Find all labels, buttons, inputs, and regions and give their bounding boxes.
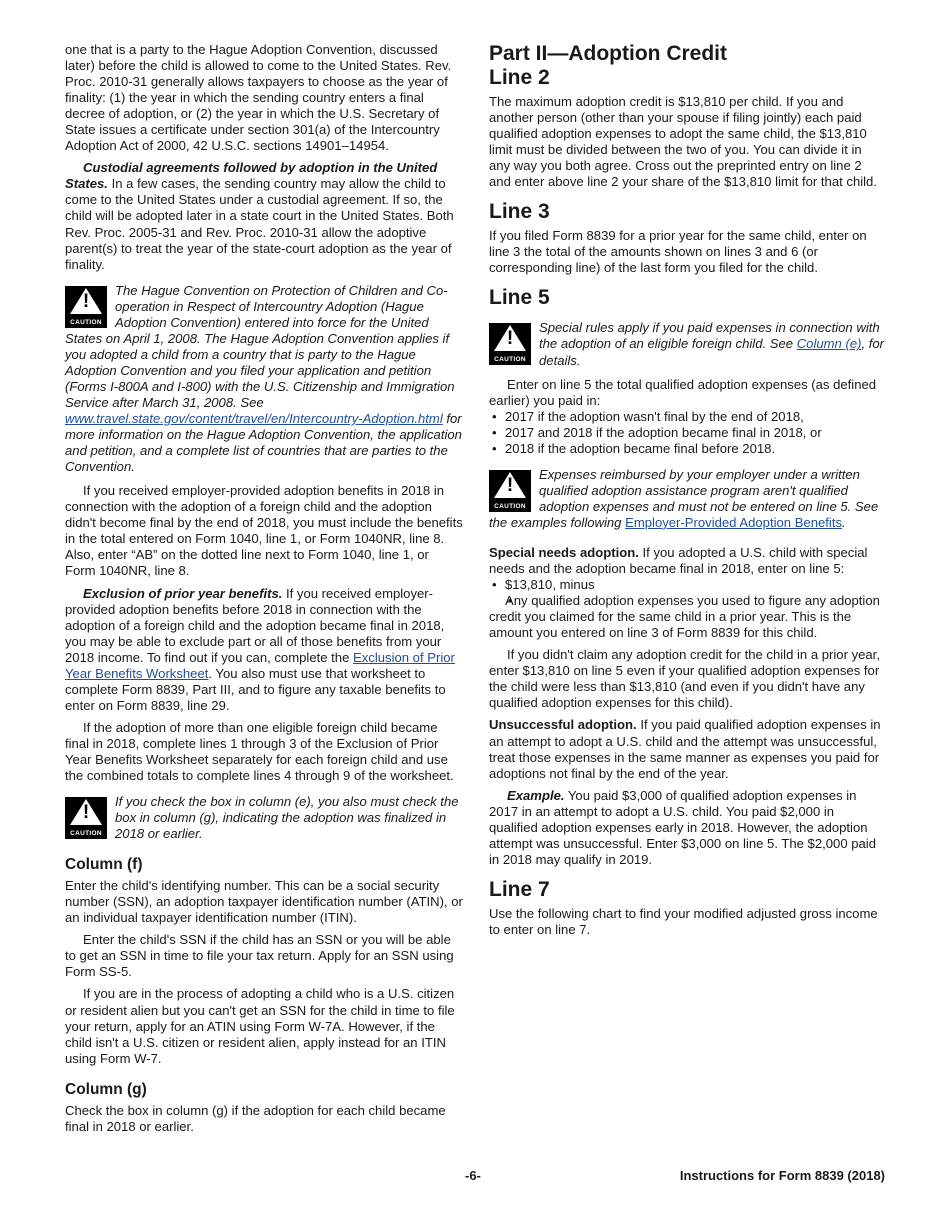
travel-state-link[interactable]: www.travel.state.gov/content/travel/en/Intercountry-Adoption.html (65, 411, 443, 427)
line-5-bullet-list (489, 409, 886, 457)
caution-foreign-child (489, 320, 886, 368)
unsuccessful-text: If you paid qualified adoption expenses in an attempt to adopt a U.S. child and the attempt was unsuccessful, treat those expenses in the same manner as expenses you paid for adoptions not final by the end of the year. (489, 717, 881, 781)
special-needs-heading: Special needs adoption. (489, 544, 639, 560)
list-item: • 2017 and 2018 if the adoption became final in 2018, or (489, 425, 886, 441)
column-f-paragraph-3: If you are in the process of adopting a child who is a U.S. citizen or resident alien but you can't get an SSN for the child in time to file your return, apply for an ATIN using Form W-7A. However, if the child isn't a U.S. citizen or resident alien, apply instead for an ITIN using Form W-7. (65, 986, 455, 1066)
caution-label: CAUTION (494, 502, 526, 510)
caution-mark: ! (506, 328, 514, 350)
caution-icon (65, 286, 107, 328)
special-needs-bullet-list (489, 577, 886, 641)
line-2-heading: Line 2 (489, 66, 550, 89)
special-needs-text: If you adopted a U.S. child with special needs and the adoption became final in 2018, enter on line 5: (489, 544, 868, 577)
caution-column-e-text: If you check the box in column (e), you also must check the box in column (g), indicating the adoption was finalized in 2018 or earlier. (115, 794, 459, 842)
caution-mark: ! (506, 474, 514, 496)
unsuccessful-heading: Unsuccessful adoption. (489, 717, 637, 733)
caution-mark: ! (82, 802, 90, 824)
caution-column-e (65, 794, 463, 842)
paragraph-example (489, 788, 886, 868)
column-f-paragraph-2: Enter the child's SSN if the child has an SSN or you will be able to get an SSN in time to file your tax return. Apply for an SSN using Form SS-5. (65, 932, 454, 980)
column-f-heading: Column (f) (65, 856, 143, 874)
paragraph-special-needs (489, 545, 886, 577)
example-text: You paid $3,000 of qualified adoption expenses in 2017 in an attempt to adopt a U.S. child. You paid $2,000 in qualified adoption expenses early in 2018. However, the adoption attempt was unsuccessful. Enter $3,000 on line 5. The $2,000 paid in 2018 may qualify in 2019. (489, 787, 877, 867)
paragraph-multiple-children: If the adoption of more than one eligible foreign child became final in 2018, complete lines 1 through 3 of the Exclusion of Prior Year Benefits Worksheet separately for each foreign child and use the combined totals to complete lines 4 through 9 of the worksheet. (65, 719, 454, 784)
custodial-text: In a few cases, the sending country may allow the child to come to the United States under a custodial agreement. If so, the child will be adopted later in a state court in the United States. Both Rev. Proc. 2005-31 and Rev. Proc. 2010-31 allow the adoptive parent(s) to treat the year of the state-court adoption as the year of finality. (65, 176, 454, 272)
list-item: • Any qualified adoption expenses you used to figure any adoption credit you claimed for the same child in a prior year. This is the amount you entered on line 3 of Form 8839 for this child. (489, 593, 886, 641)
caution-label: CAUTION (70, 318, 102, 326)
exclusion-text-2: . You also must use that worksheet to complete Form 8839, Part III, and to figure any taxable benefits to enter on Form 8839, line 29. (65, 665, 446, 713)
column-g-paragraph: Check the box in column (g) if the adoption for each child became final in 2018 or earlier. (65, 1102, 446, 1134)
custodial-heading: Custodial agreements followed by adoption in the United States. (65, 160, 438, 192)
paragraph-custodial (65, 160, 463, 272)
caution-reimbursed-expenses (489, 467, 886, 531)
line-5-intro: Enter on line 5 the total qualified adoption expenses (as defined earlier) you paid in: (489, 376, 877, 408)
example-heading: Example. (507, 787, 565, 803)
caution-hague (65, 283, 463, 476)
paragraph-exclusion (65, 586, 463, 714)
caution-foreign-child-after: , for details. (539, 336, 885, 368)
exclusion-text-1: If you received employer-provided adoption benefits before 2018 in connection with the adoption of a foreign child and the adoption became final in 2018, you may be able to exclude part or all of those benefits from your 2018 income. To find out if you can, complete the (65, 585, 445, 665)
caution-icon (489, 470, 531, 512)
caution-hague-text: The Hague Convention on Protection of Children and Co-operation in Respect of Intercountry Adoption (Hague Adoption Convention) entered into force for the United States on April 1, 2008. The Hague Adoption Convention applies if you adopted a child from a country that is party to the Hague Adoption Convention and you filed your application and petition (Forms I-800A and I-800) with the U.S. Citizenship and Immigration Service after March 31, 2008. See (65, 282, 455, 410)
column-g-heading: Column (g) (65, 1080, 147, 1098)
column-f-paragraph-1: Enter the child's identifying number. This can be a social security number (SSN), an adoption taxpayer identification number (ATIN), or an individual taxpayer identification number (ITIN). (65, 878, 463, 926)
caution-label: CAUTION (70, 830, 102, 838)
paragraph-special-needs-2: If you didn't claim any adoption credit for the child in a prior year, enter $13,810 on line 5 even if your qualified adoption expenses for the child were less than $13,810 (and even if you didn't have any qualified adoption expenses for this child). (489, 647, 880, 711)
line-3-text: If you filed Form 8839 for a prior year for the same child, enter on line 3 the total of the amounts shown on lines 3 and 6 (or corresponding line) of the last form you filed for the child. (489, 228, 867, 276)
exclusion-worksheet-link[interactable]: Exclusion of Prior Year Benefits Worksheet (65, 649, 455, 681)
right-column (489, 42, 886, 944)
part-ii-heading: Part II—Adoption Credit (489, 42, 727, 65)
line-3-heading: Line 3 (489, 200, 550, 224)
form-title: Instructions for Form 8839 (2018) (679, 1168, 885, 1183)
list-item: • 2018 if the adoption became final before 2018. (489, 441, 886, 457)
left-column (65, 42, 463, 1141)
caution-foreign-child-text: Special rules apply if you paid expenses in connection with the adoption of an eligible foreign child. See (539, 320, 880, 352)
page-number: -6- (465, 1168, 481, 1183)
line-7-heading: Line 7 (489, 877, 550, 901)
column-e-link[interactable]: Column (e) (796, 336, 862, 352)
line-7-text: Use the following chart to find your modified adjusted gross income to enter on line 7. (489, 905, 878, 937)
caution-hague-after: for more information on the Hague Adoption Convention, the application and petition, and a complete list of countries that are parties to the Convention. (65, 411, 462, 475)
list-item: • $13,810, minus (489, 577, 886, 593)
caution-icon (65, 797, 107, 839)
employer-provided-benefits-link[interactable]: Employer-Provided Adoption Benefits (625, 514, 843, 530)
caution-label: CAUTION (494, 356, 526, 364)
list-item: • 2017 if the adoption wasn't final by the end of 2018, (489, 409, 886, 425)
paragraph-employer-benefits: If you received employer-provided adoption benefits in 2018 in connection with the adoption of a foreign child and the adoption didn't become final by the end of 2018, you must include the benefits in the total entered on Form 1040, line 1, or Form 1040NR, line 8. Also, enter “AB” on the dotted line next to Form 1040, line 1, or Form 1040NR, line 8. (65, 483, 463, 579)
caution-reimbursed-after: . (842, 514, 846, 530)
caution-icon (489, 323, 531, 365)
paragraph-unsuccessful (489, 717, 886, 781)
caution-mark: ! (82, 290, 90, 312)
line-5-heading: Line 5 (489, 286, 550, 310)
exclusion-heading: Exclusion of prior year benefits. (83, 585, 283, 601)
paragraph-finality: one that is a party to the Hague Adoption Convention, discussed later) before the child is allowed to come to the United States. Rev. Proc. 2010-31 generally allows taxpayers to choose as the year of finality: (1) the year in which the sending country enters a final decree of adoption, or (2) the year in which the U.S. Secretary of State issues a certificate under section 301(a) of the Intercountry Adoption Act of 2000, 42 U.S.C. sections 14901–14954. (65, 42, 452, 154)
line-2-text: The maximum adoption credit is $13,810 per child. If you and another person (other than your spouse if filing jointly) each paid qualified adoption expenses to adopt the same child, the $13,810 limit must be divided between the two of you. You can divide it in any way you both agree. Cross out the preprinted entry on line 2 and enter above line 2 your share of the $13,810 limit for that child. (489, 94, 877, 190)
caution-reimbursed-text: Expenses reimbursed by your employer under a written qualified adoption assistance program aren't qualified adoption expenses and must not be entered on line 5. See the examples following (489, 466, 879, 530)
